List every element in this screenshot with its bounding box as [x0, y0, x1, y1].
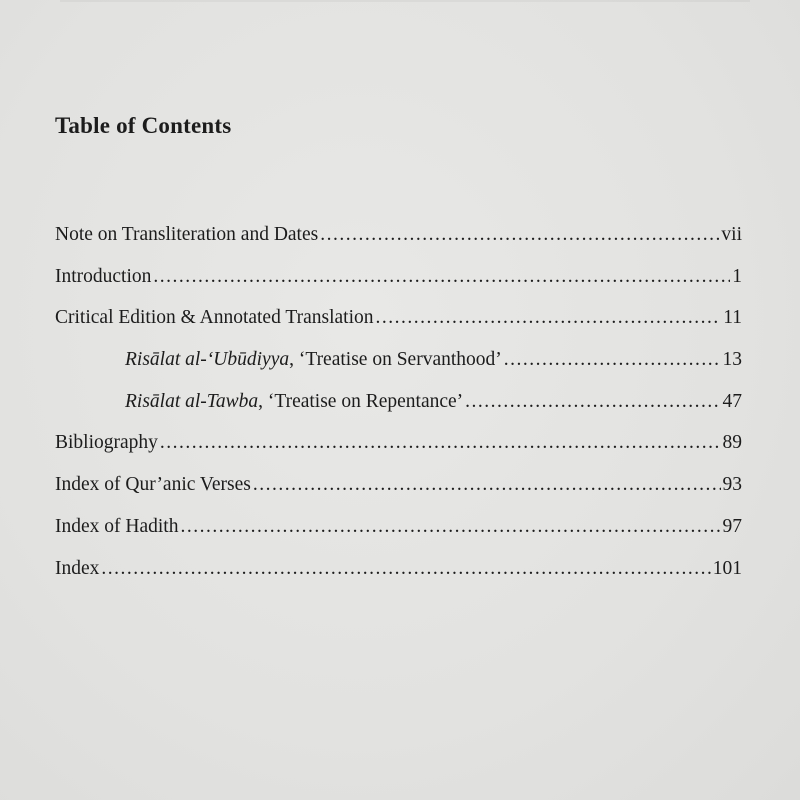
page-title: Table of Contents — [55, 113, 232, 138]
dot-leader — [101, 556, 710, 582]
toc-entry-index-hadith — [55, 514, 742, 556]
dot-leader — [465, 389, 720, 415]
toc-entry-label — [125, 347, 502, 373]
dot-leader — [320, 222, 719, 248]
toc-entry-label-rest: , ‘Treatise on Servanthood’ — [289, 349, 502, 371]
toc-page-number: 93 — [722, 474, 742, 496]
dot-leader — [504, 347, 721, 373]
toc-entry-treatise-repentance — [55, 389, 742, 431]
toc-entry-label: Critical Edition & Annotated Translation — [55, 307, 374, 329]
toc-entry-note-on-transliteration — [55, 222, 742, 264]
toc-entry-label — [125, 389, 463, 415]
toc-entry-introduction — [55, 264, 742, 306]
toc-page-number: 97 — [722, 515, 742, 537]
toc-entry-label-italic: Risālat al-‘Ubūdiyya — [125, 349, 290, 371]
toc-entry-index — [55, 556, 742, 598]
toc-page-number: 11 — [723, 307, 742, 329]
dot-leader — [153, 264, 730, 290]
toc-page-number: 13 — [722, 349, 742, 371]
toc-entry-label: Index of Qur’anic Verses — [55, 474, 251, 496]
toc-entry-treatise-servanthood — [55, 347, 742, 389]
toc-entry-label: Index of Hadith — [55, 515, 179, 537]
toc-page-number: vii — [721, 224, 742, 245]
toc-entry-bibliography — [55, 430, 742, 472]
toc-entry-label: Index — [55, 557, 100, 579]
toc-page-number: 89 — [722, 432, 742, 454]
toc-page-number: 101 — [712, 557, 742, 579]
toc-entry-label: Introduction — [55, 265, 152, 287]
table-of-contents — [55, 222, 742, 597]
dot-leader — [160, 430, 721, 456]
toc-entry-critical-edition — [55, 305, 742, 347]
toc-entry-label-italic: Risālat al-Tawba — [125, 390, 259, 412]
toc-page-number: 47 — [722, 390, 742, 412]
toc-entry-label-rest: , ‘Treatise on Repentance’ — [258, 390, 464, 412]
toc-page-number: 1 — [732, 265, 742, 287]
toc-entry-label: Note on Transliteration and Dates — [55, 224, 319, 245]
toc-entry-index-quranic-verses — [55, 472, 742, 514]
show-through-text — [60, 0, 750, 62]
dot-leader — [180, 514, 720, 540]
toc-entry-label: Bibliography — [55, 432, 158, 454]
dot-leader — [253, 472, 721, 498]
dot-leader — [375, 305, 721, 331]
